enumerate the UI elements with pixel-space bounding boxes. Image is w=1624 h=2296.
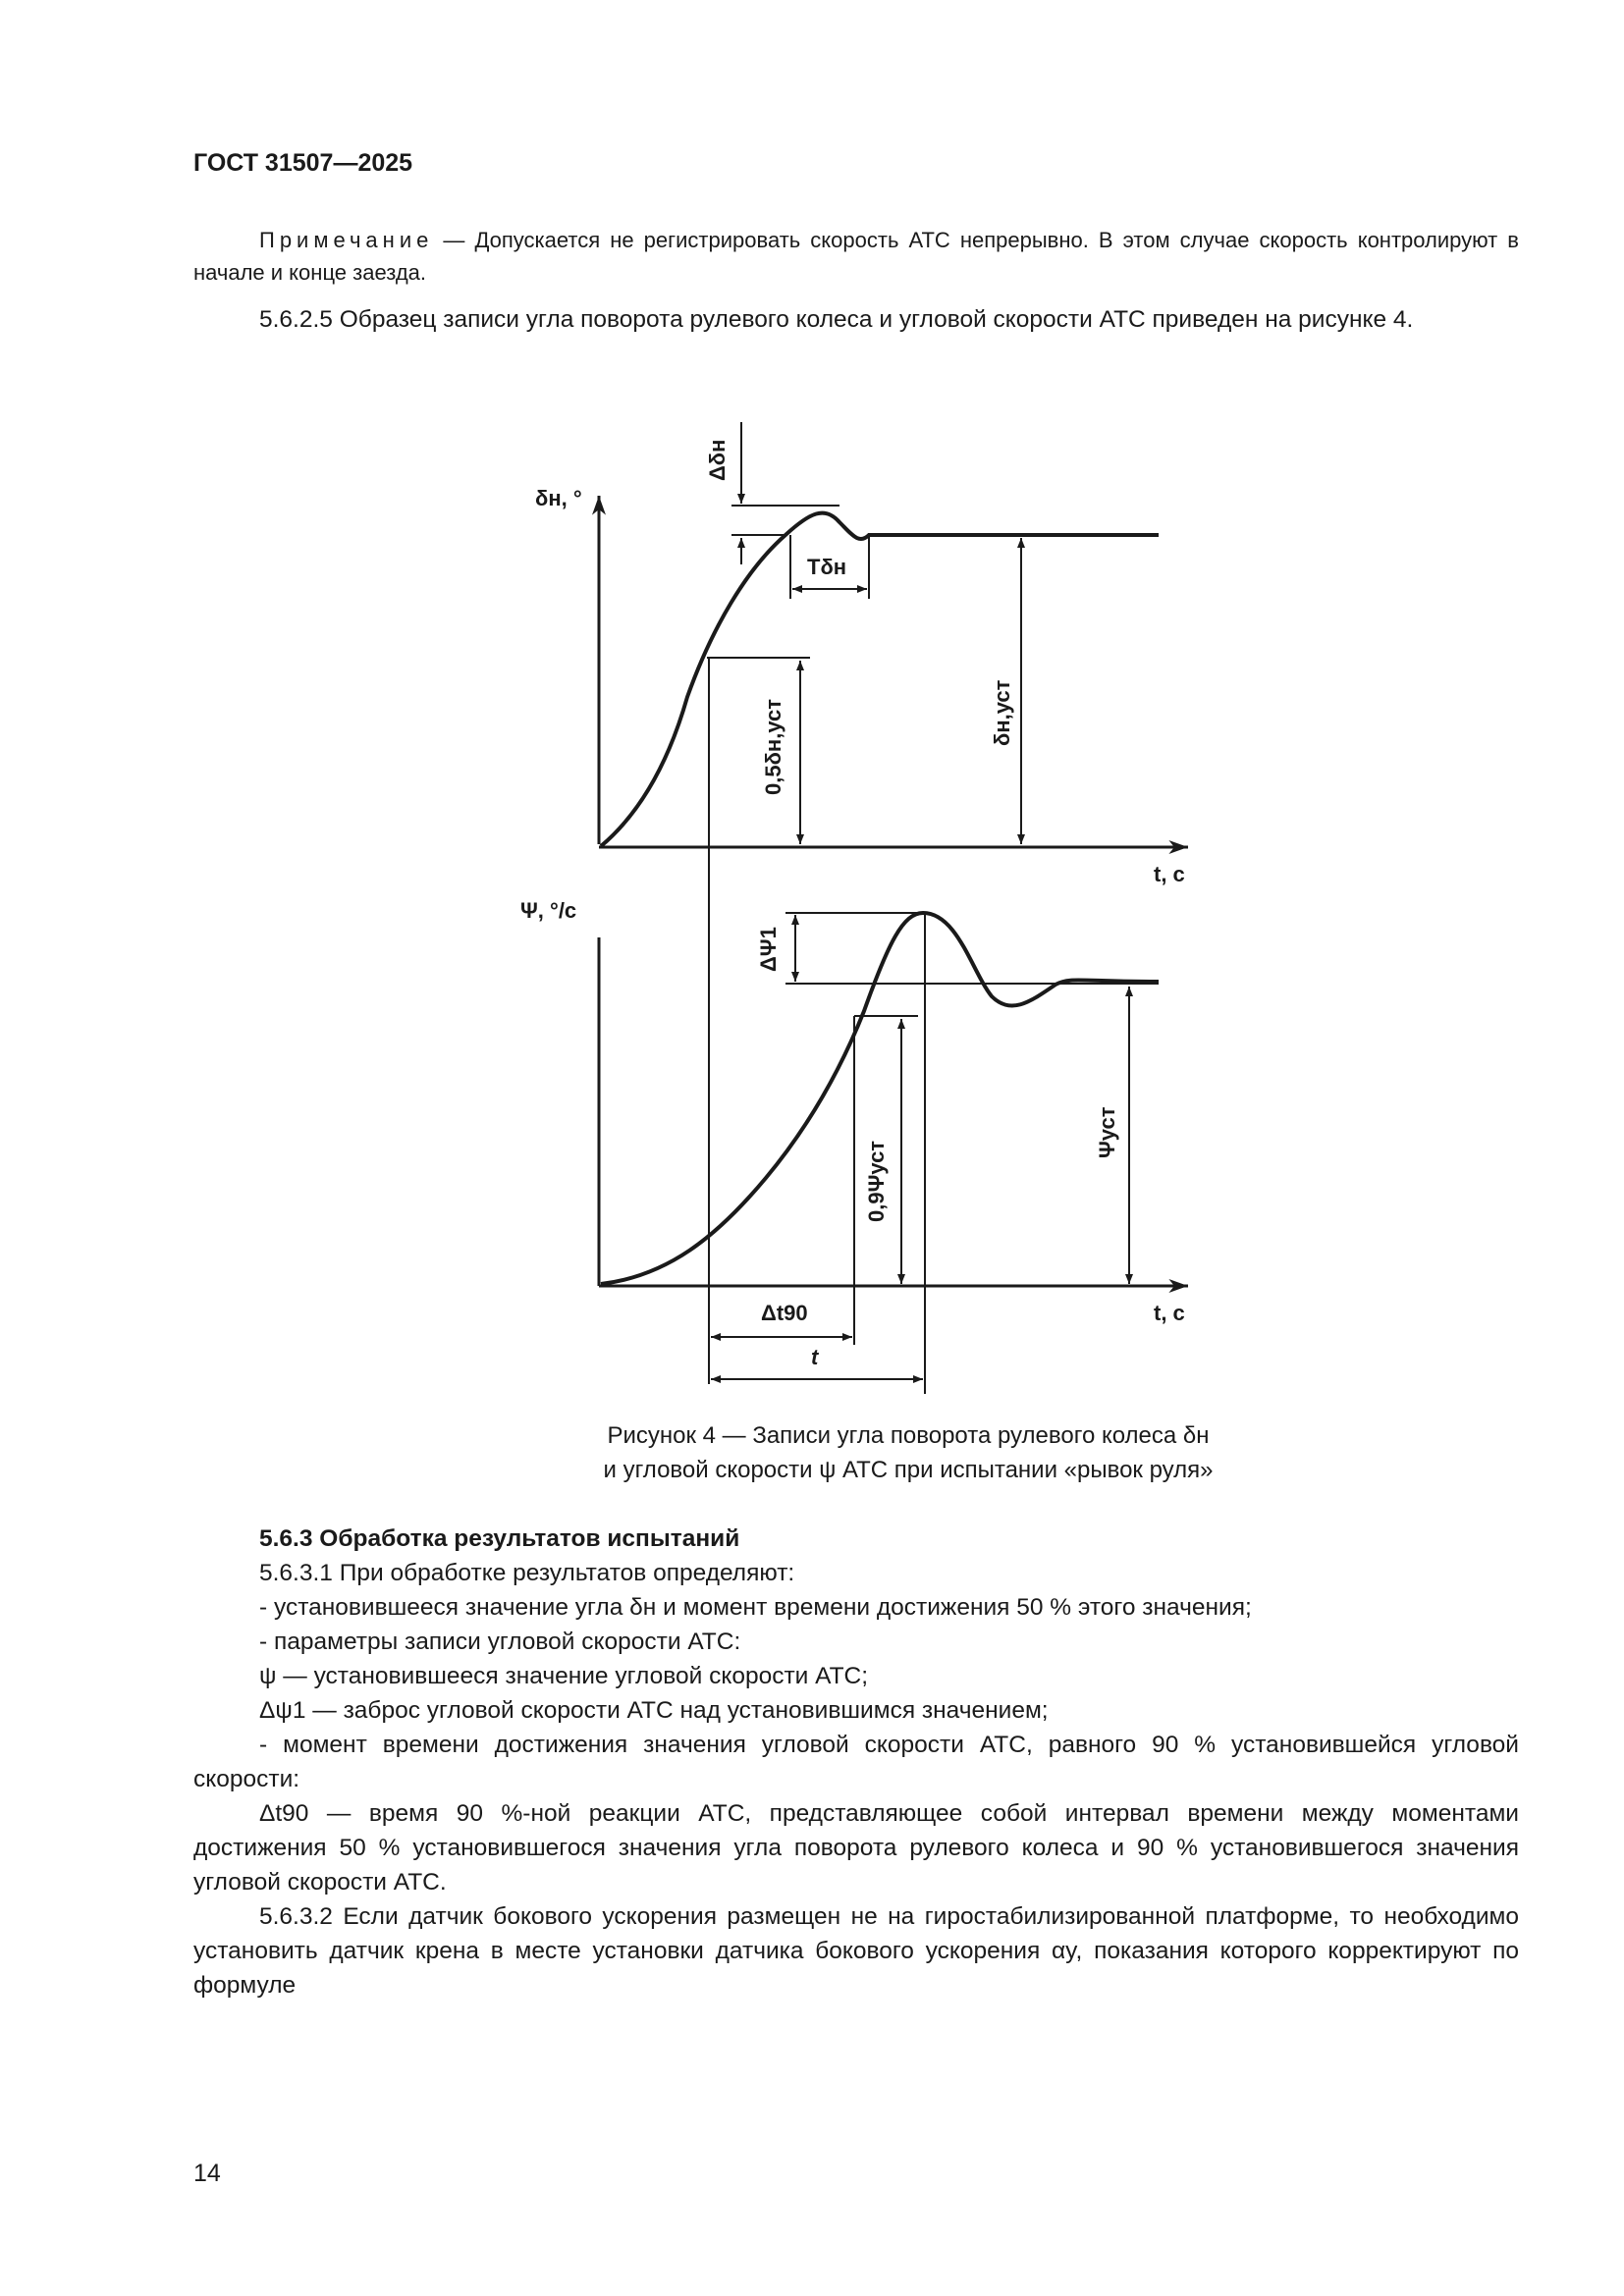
figure-caption	[393, 1418, 1424, 1487]
bottom-overshoot-label: ΔΨ1	[756, 927, 781, 972]
top-ylabel: δн, °	[535, 486, 582, 510]
top-steady-label: δн,уст	[990, 679, 1014, 746]
clause-5632: 5.6.3.2 Если датчик бокового ускорения размещен не на гиростабилизированной платформе, то необходимо установить датчик крена в месте установки датчика бокового ускорения αy, показания которого корректируют по формуле	[193, 1903, 1519, 1999]
top-overshoot-label: Δδн	[705, 439, 730, 481]
caption-line-2: и угловой скорости ψ АТС при испытании «рывок руля»	[603, 1457, 1214, 1483]
section-563	[193, 1522, 1519, 2002]
top-half-label: 0,5δн,уст	[761, 698, 785, 795]
section-title: 5.6.3 Обработка результатов испытаний	[259, 1525, 740, 1552]
clause-5625: 5.6.2.5 Образец записи угла поворота рулевого колеса и угловой скорости АТС приведен на рисунке 4.	[259, 306, 1414, 333]
bottom-ninety-label: 0,9Ψуст	[864, 1140, 889, 1222]
list-item: ψ — установившееся значение угловой скорости АТС;	[259, 1663, 869, 1689]
list-item: - момент времени достижения значения угловой скорости АТС, равного 90 % установившейся угловой скорости:	[193, 1732, 1519, 1792]
bottom-dt90-label: Δt90	[761, 1301, 808, 1325]
bottom-t-label: t	[811, 1345, 819, 1369]
bottom-steady-label: Ψуст	[1095, 1106, 1119, 1158]
document-id: ГОСТ 31507—2025	[193, 149, 413, 177]
list-item: - установившееся значение угла δн и момент времени достижения 50 % этого значения;	[259, 1594, 1252, 1621]
top-curve	[601, 513, 1159, 846]
list-item: Δψ1 — заброс угловой скорости АТС над установившимся значением;	[259, 1697, 1049, 1724]
top-period-label: Tδн	[807, 555, 847, 579]
bottom-ylabel: Ψ, °/с	[520, 898, 577, 923]
top-xlabel: t, с	[1154, 862, 1185, 886]
list-item: Δt90 — время 90 %-ной реакции АТС, представляющее собой интервал времени между моментами достижения 50 % установившегося значения угла поворота рулевого колеса и 90 % установившегося значения угловой скорости АТС.	[193, 1800, 1519, 1896]
list-item: - параметры записи угловой скорости АТС:	[259, 1629, 741, 1655]
note-text: — Допускается не регистрировать скорость АТС непрерывно. В этом случае скорость контролируют в начале и конце заезда.	[193, 228, 1519, 285]
bottom-xlabel: t, с	[1154, 1301, 1185, 1325]
page-number: 14	[193, 2160, 221, 2187]
bottom-curve	[601, 913, 1159, 1284]
note-label: Примечание	[259, 228, 434, 252]
caption-line-1: Рисунок 4 — Записи угла поворота рулевого колеса δн	[607, 1422, 1210, 1449]
clause-5631: 5.6.3.1 При обработке результатов определяют:	[259, 1560, 795, 1586]
